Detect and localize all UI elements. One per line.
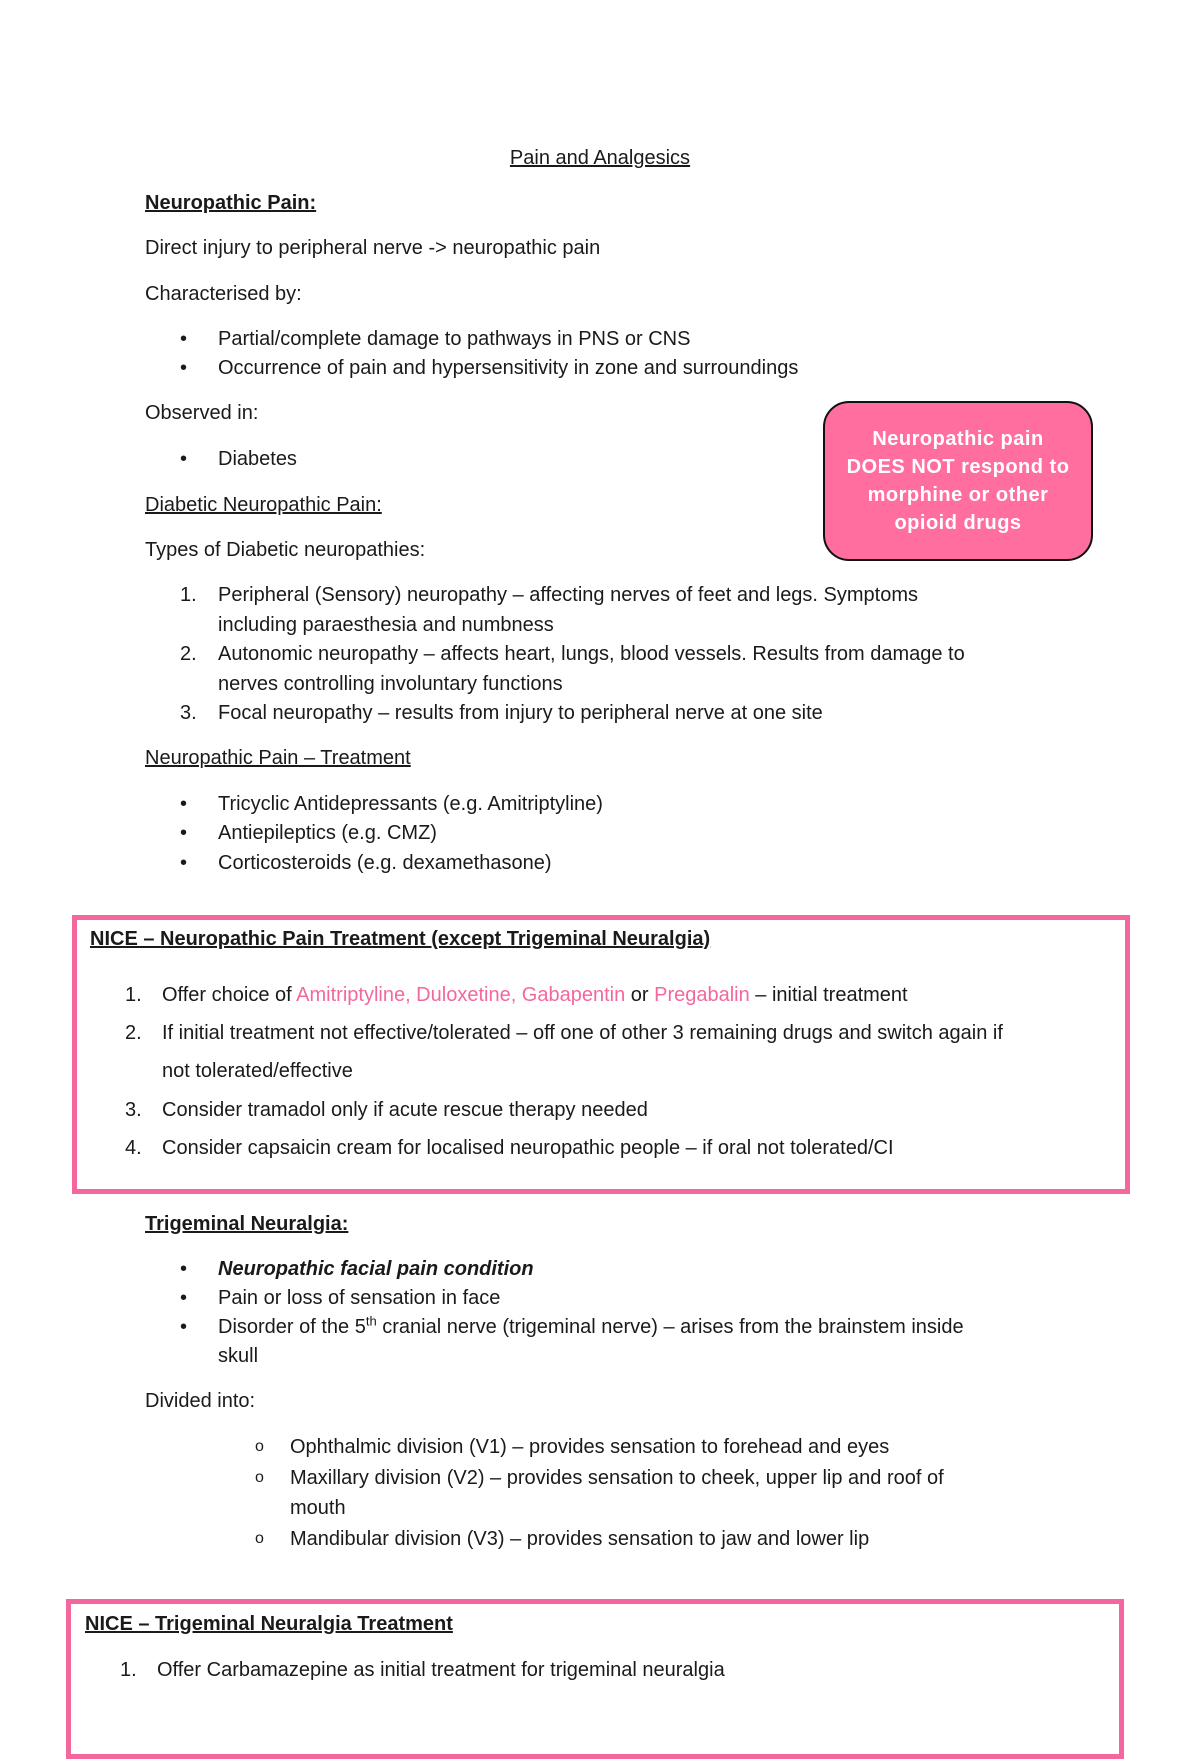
list-number: 1. xyxy=(120,1659,137,1681)
list-item-continuation: skull xyxy=(218,1345,259,1367)
opioid-callout xyxy=(823,401,1093,561)
circle-bullet-icon: o xyxy=(255,1530,264,1547)
bullet-icon: • xyxy=(180,1316,188,1338)
superscript: th xyxy=(365,1313,377,1329)
list-item-text xyxy=(218,639,1078,699)
text-part: Disorder of the 5 xyxy=(218,1316,366,1338)
diabetic-heading: Diabetic Neuropathic Pain: xyxy=(145,494,382,516)
neuropathic-heading: Neuropathic Pain: xyxy=(145,192,317,214)
list-number: 2. xyxy=(180,643,197,665)
nice-item xyxy=(125,1018,1003,1048)
line-2: mouth xyxy=(290,1497,346,1519)
bullet-icon: • xyxy=(180,448,188,470)
line-1: Peripheral (Sensory) neuropathy – affecting nerves of feet and legs. Symptoms xyxy=(218,584,919,606)
bullet-icon: • xyxy=(180,1258,188,1280)
text-part: cranial nerve (trigeminal nerve) – arises from the brainstem inside xyxy=(376,1316,964,1338)
list-item-text: Antiepileptics (e.g. CMZ) xyxy=(218,822,437,844)
list-item-text xyxy=(218,580,1078,640)
drug-name: Pregabalin xyxy=(654,984,750,1006)
nice-neuropathic-heading: NICE – Neuropathic Pain Treatment (except Trigeminal Neuralgia) xyxy=(90,928,711,950)
treatment-heading: Neuropathic Pain – Treatment xyxy=(145,747,411,769)
line-2: including paraesthesia and numbness xyxy=(218,614,554,636)
divided-label: Divided into: xyxy=(145,1390,256,1412)
drug-names: Amitriptyline, Duloxetine, Gabapentin xyxy=(296,984,626,1006)
list-item-text: Ophthalmic division (V1) – provides sensation to forehead and eyes xyxy=(290,1436,890,1458)
circle-bullet-icon: o xyxy=(255,1469,264,1486)
callout-text: Neuropathic pain DOES NOT respond to morphine or other opioid drugs xyxy=(846,428,1070,534)
list-item-text: Diabetes xyxy=(218,448,297,470)
list-item-text: Pain or loss of sensation in face xyxy=(218,1287,501,1309)
line-1: Maxillary division (V2) – provides sensation to cheek, upper lip and roof of xyxy=(290,1467,944,1489)
bullet-icon: • xyxy=(180,793,188,815)
nice-item xyxy=(125,980,908,1010)
nice-item xyxy=(120,1655,725,1685)
nice-item-text: Offer Carbamazepine as initial treatment for trigeminal neuralgia xyxy=(157,1659,725,1681)
list-number: 2. xyxy=(125,1022,142,1044)
list-number: 1. xyxy=(125,984,142,1006)
list-item-text xyxy=(218,1312,964,1342)
list-item-text: Corticosteroids (e.g. dexamethasone) xyxy=(218,852,552,874)
observed-label: Observed in: xyxy=(145,402,259,424)
nice-item-continuation: not tolerated/effective xyxy=(162,1060,353,1082)
nice-item-suffix: – initial treatment xyxy=(749,984,908,1006)
bullet-icon: • xyxy=(180,357,188,379)
nice-item-text: If initial treatment not effective/tolerated – off one of other 3 remaining drugs and switch again if xyxy=(162,1022,1003,1044)
neuropathic-intro: Direct injury to peripheral nerve -> neuropathic pain xyxy=(145,237,601,259)
nice-item-or: or xyxy=(625,984,655,1006)
nice-item xyxy=(125,1095,648,1125)
list-item-text: Mandibular division (V3) – provides sensation to jaw and lower lip xyxy=(290,1528,870,1550)
bullet-icon: • xyxy=(180,852,188,874)
circle-bullet-icon: o xyxy=(255,1438,264,1455)
nice-item-text: Consider capsaicin cream for localised neuropathic people – if oral not tolerated/CI xyxy=(162,1137,894,1159)
nice-trigeminal-heading: NICE – Trigeminal Neuralgia Treatment xyxy=(85,1613,453,1635)
list-number: 3. xyxy=(180,702,197,724)
list-number: 3. xyxy=(125,1099,142,1121)
list-item-text: Neuropathic facial pain condition xyxy=(218,1258,534,1280)
bullet-icon: • xyxy=(180,328,188,350)
list-number: 1. xyxy=(180,584,197,606)
list-item-text xyxy=(290,1463,944,1523)
nice-item xyxy=(125,1133,894,1163)
trigeminal-heading: Trigeminal Neuralgia: xyxy=(145,1213,349,1235)
nice-item-text: Offer choice of xyxy=(162,984,297,1006)
line-1: Autonomic neuropathy – affects heart, lungs, blood vessels. Results from damage to xyxy=(218,643,965,665)
nice-item-text: Consider tramadol only if acute rescue therapy needed xyxy=(162,1099,648,1121)
bullet-icon: • xyxy=(180,822,188,844)
page-title: Pain and Analgesics xyxy=(509,147,691,169)
list-number: 4. xyxy=(125,1137,142,1159)
types-label: Types of Diabetic neuropathies: xyxy=(145,539,426,561)
list-item-text: Partial/complete damage to pathways in PNS or CNS xyxy=(218,328,691,350)
list-item-text: Focal neuropathy – results from injury to peripheral nerve at one site xyxy=(218,702,823,724)
line-2: nerves controlling involuntary functions xyxy=(218,673,563,695)
list-item-text: Occurrence of pain and hypersensitivity in zone and surroundings xyxy=(218,357,799,379)
characterised-label: Characterised by: xyxy=(145,283,302,305)
bullet-icon: • xyxy=(180,1287,188,1309)
list-item-text: Tricyclic Antidepressants (e.g. Amitriptyline) xyxy=(218,793,603,815)
